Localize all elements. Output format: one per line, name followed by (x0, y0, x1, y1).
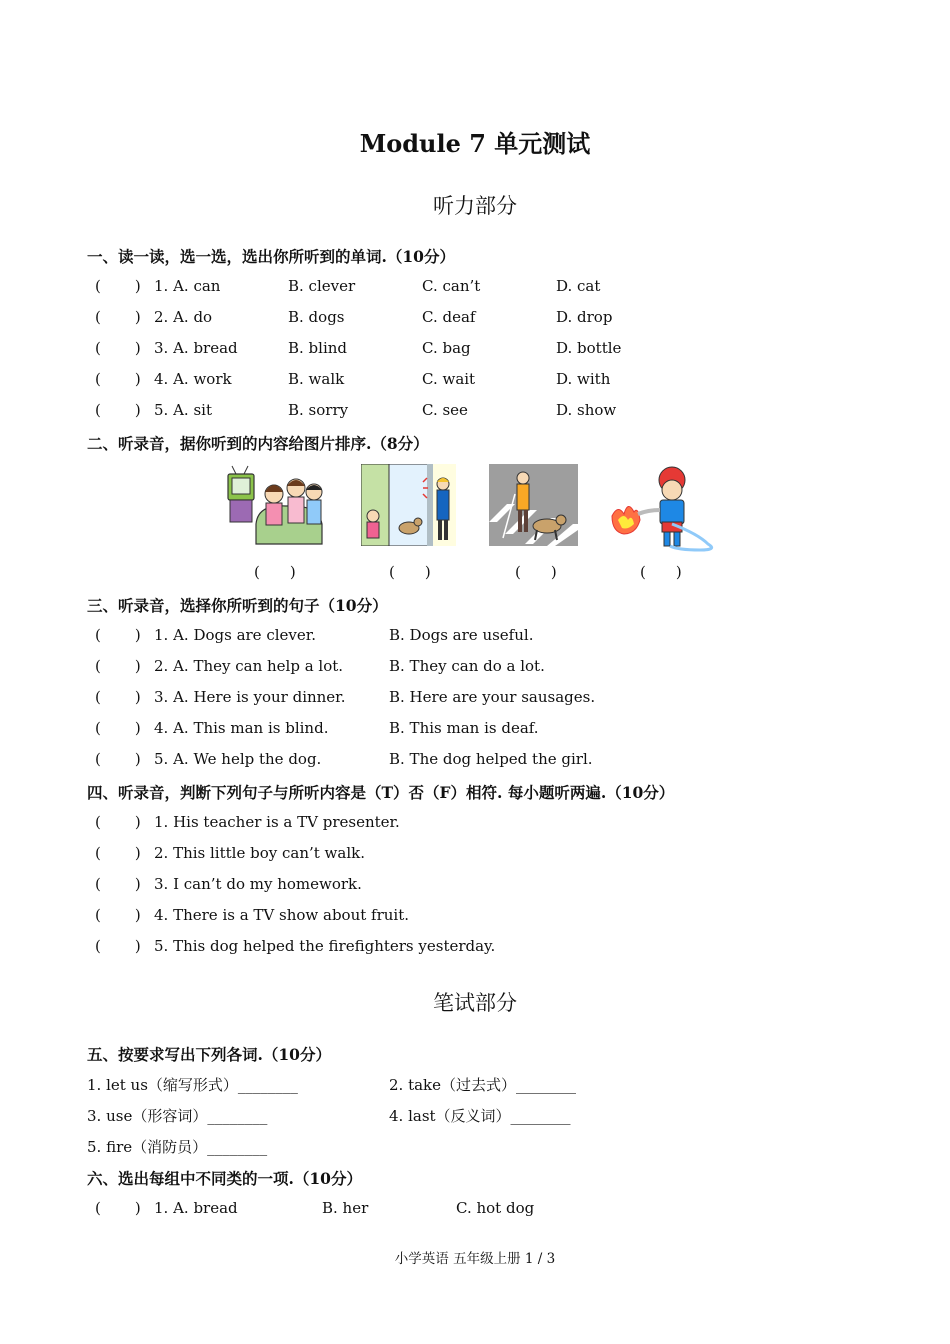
listening-part-title: 听力部分 (433, 194, 517, 218)
answer-blank[interactable] (95, 813, 141, 831)
answer-blank[interactable] (95, 719, 141, 737)
word-task: 4. last（反义词）________ (389, 1107, 571, 1125)
answer-blank[interactable] (95, 906, 141, 924)
section-4-heading: 四、听录音，判断下列句子与所听内容是（T）否（F）相符. 每小题听两遍.（10分） (87, 783, 675, 802)
section-5-heading: 五、按要求写出下列各词.（10分） (87, 1045, 331, 1064)
worksheet-page: Module 7 单元测试 听力部分 一、读一读，选一选，选出你所听到的单词.（10分） ( ) 1. A. can B. clever C. can’t D. cat ( ) 2. A. do B. dogs C. deaf D. drop ( ) 3. A. bread B. blind C. bag D. bottle ( ) 4. A. work B. walk C. wait D. with ( ) 5. A. sit B. sorry C. see D. show 二、听录音，据你听到的内容给图片排序.（8分） ( ) ( ) ( ) ( ) 三、听录音，选择你所听到的句子（10分） ( ) 1. A. Dogs are clever. B. Dogs are useful. ( ) 2. A. They can help a lot. B. They can do a lot. ( ) 3. A. Here is your dinner. B. Here are your sausages. ( ) 4. A. This man is blind. B. This man is deaf. ( ) 5. A. We help the dog. B. The dog helped the girl. 四、听录音，判断下列句子与所听内容是（T）否（F）相符. 每小题听两遍.（10分） ( ) 1. His teacher is a TV presenter. ( ) 2. This little boy can’t walk. ( ) 3. I can’t do my homework. ( ) 4. There is a TV show about fruit. ( ) 5. This dog helped the firefighters yesterday. 笔试部分 五、按要求写出下列各词.（10分） 1. let us（缩写形式）________ 2. take（过去式）________ 3. use（形容词）________ 4. last（反义词）________ 5. fire（消防员）________ 六、选出每组中不同类的一项.（10分） ( ) 1. A. bread B. her C. hot dog 小学英语 五年级上册 1 / 3 (0, 0, 950, 1344)
answer-blank[interactable] (95, 875, 141, 893)
answer-blank[interactable] (95, 750, 141, 768)
word-task: 1. let us（缩写形式）________ (87, 1076, 298, 1094)
answer-blank[interactable] (95, 626, 141, 644)
picture-3-answer-blank[interactable] (515, 563, 557, 581)
page-footer: 小学英语 五年级上册 1 / 3 (394, 1251, 556, 1267)
answer-blank[interactable] (95, 370, 141, 388)
section-1-heading: 一、读一读，选一选，选出你所听到的单词.（10分） (87, 247, 455, 266)
answer-blank[interactable] (95, 277, 141, 295)
answer-blank[interactable] (95, 937, 141, 955)
answer-blank[interactable] (95, 308, 141, 326)
answer-blank[interactable] (95, 688, 141, 706)
family-watching-tv-picture (226, 464, 328, 548)
writing-part-title: 笔试部分 (433, 991, 517, 1015)
section-3-heading: 三、听录音，选择你所听到的句子（10分） (87, 596, 388, 615)
page-title: Module 7 单元测试 (359, 129, 591, 158)
picture-1-answer-blank[interactable] (254, 563, 296, 581)
answer-blank[interactable] (95, 657, 141, 675)
section-2-heading: 二、听录音，据你听到的内容给图片排序.（8分） (87, 434, 429, 453)
answer-blank[interactable] (95, 339, 141, 357)
dog-helps-deaf-girl-picture (361, 464, 456, 546)
guide-dog-crossing-road-picture (489, 464, 578, 546)
picture-2-answer-blank[interactable] (389, 563, 431, 581)
word-task: 3. use（形容词）________ (87, 1107, 268, 1125)
answer-blank[interactable] (95, 401, 141, 419)
section-6-heading: 六、选出每组中不同类的一项.（10分） (87, 1169, 362, 1188)
answer-blank[interactable] (95, 1199, 141, 1217)
answer-blank[interactable] (95, 844, 141, 862)
firefighter-picture (608, 464, 722, 552)
picture-4-answer-blank[interactable] (640, 563, 682, 581)
word-task: 5. fire（消防员）________ (87, 1138, 268, 1156)
word-task: 2. take（过去式）________ (389, 1076, 577, 1094)
